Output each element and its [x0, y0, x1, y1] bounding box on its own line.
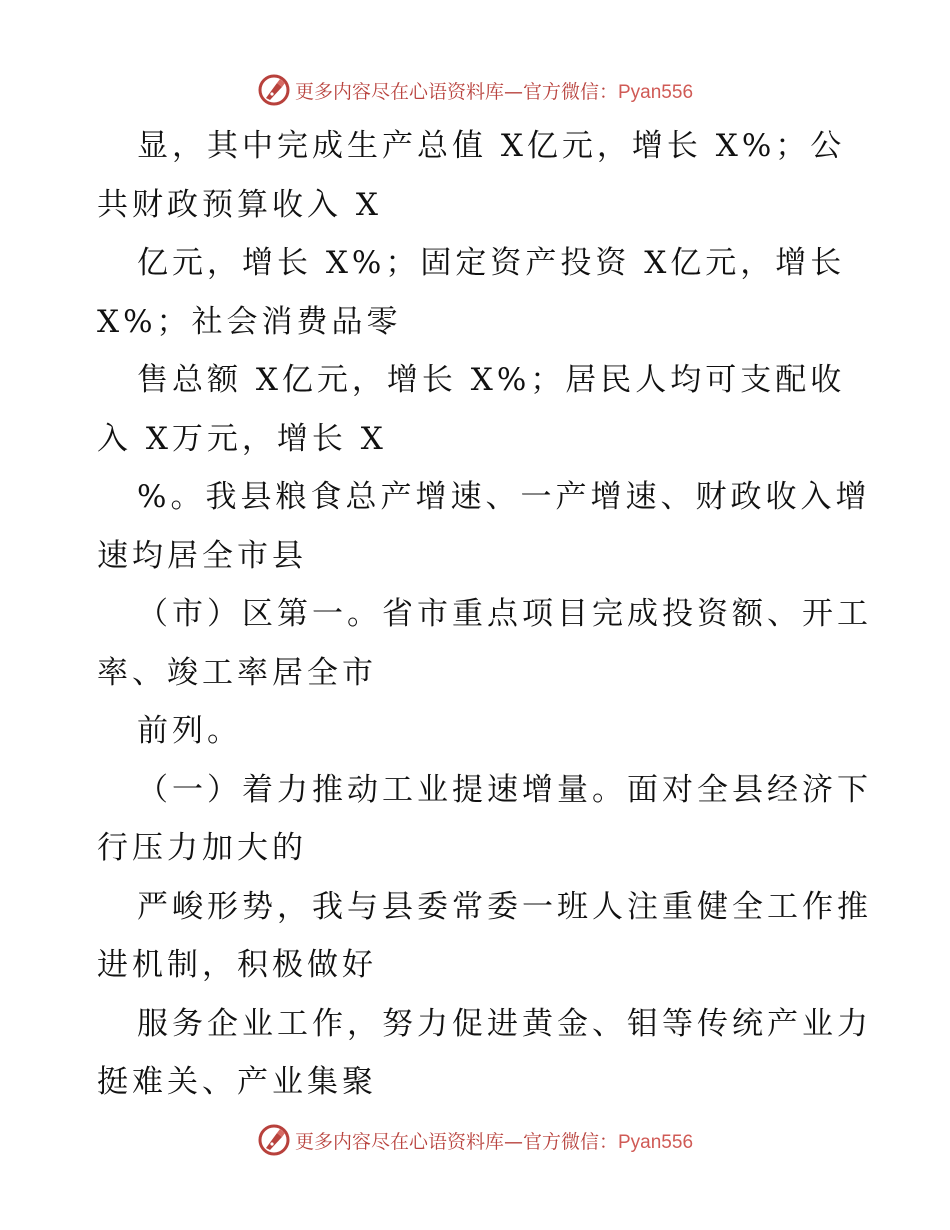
watermark-text	[295, 1127, 693, 1154]
watermark-separator: —	[503, 1130, 523, 1153]
text-line: 亿元，增长 X%；固定资产投资 X亿元，增长	[137, 245, 846, 281]
text-line: 入 X万元，增长 X	[97, 420, 387, 457]
text-line: %。我县粮食总产增速、一产增速、财政收入增	[137, 479, 871, 515]
text-line: 显，其中完成生产总值 X亿元，增长 X%；公	[137, 128, 846, 164]
text-line: 行压力加大的	[97, 830, 307, 866]
watermark-label: 官方微信：	[522, 80, 618, 103]
watermark-separator: —	[503, 80, 523, 103]
text-line: 率、竣工率居全市	[97, 654, 377, 691]
text-line: 进机制，积极做好	[97, 947, 377, 983]
text-line: X%；社会消费品零	[97, 303, 402, 340]
watermark-id: Pyan556	[618, 81, 694, 103]
text-line: 售总额 X亿元，增长 X%；居民人均可支配收	[137, 362, 846, 398]
pen-nib-logo-icon	[257, 73, 291, 107]
watermark-text	[295, 77, 693, 104]
footer-watermark	[0, 1120, 950, 1160]
watermark-brand: 更多内容尽在心语资料库	[294, 1130, 504, 1153]
watermark-id: Pyan556	[618, 1131, 694, 1153]
header-watermark	[0, 70, 950, 110]
text-line: 共财政预算收入 X	[97, 186, 382, 223]
text-line: 前列。	[137, 713, 242, 749]
text-line: 速均居全市县	[97, 537, 307, 574]
text-line: 严峻形势，我与县委常委一班人注重健全工作推	[137, 888, 872, 925]
text-line: （一）着力推动工业提速增量。面对全县经济下	[137, 771, 872, 808]
text-line: （市）区第一。省市重点项目完成投资额、开工	[137, 596, 872, 632]
watermark-brand: 更多内容尽在心语资料库	[294, 80, 504, 103]
text-line: 服务企业工作，努力促进黄金、钼等传统产业力	[137, 1005, 872, 1042]
pen-nib-logo-icon	[257, 1123, 291, 1157]
text-line: 挺难关、产业集聚	[97, 1064, 377, 1100]
watermark-label: 官方微信：	[522, 1130, 618, 1153]
document-body	[97, 117, 872, 1112]
